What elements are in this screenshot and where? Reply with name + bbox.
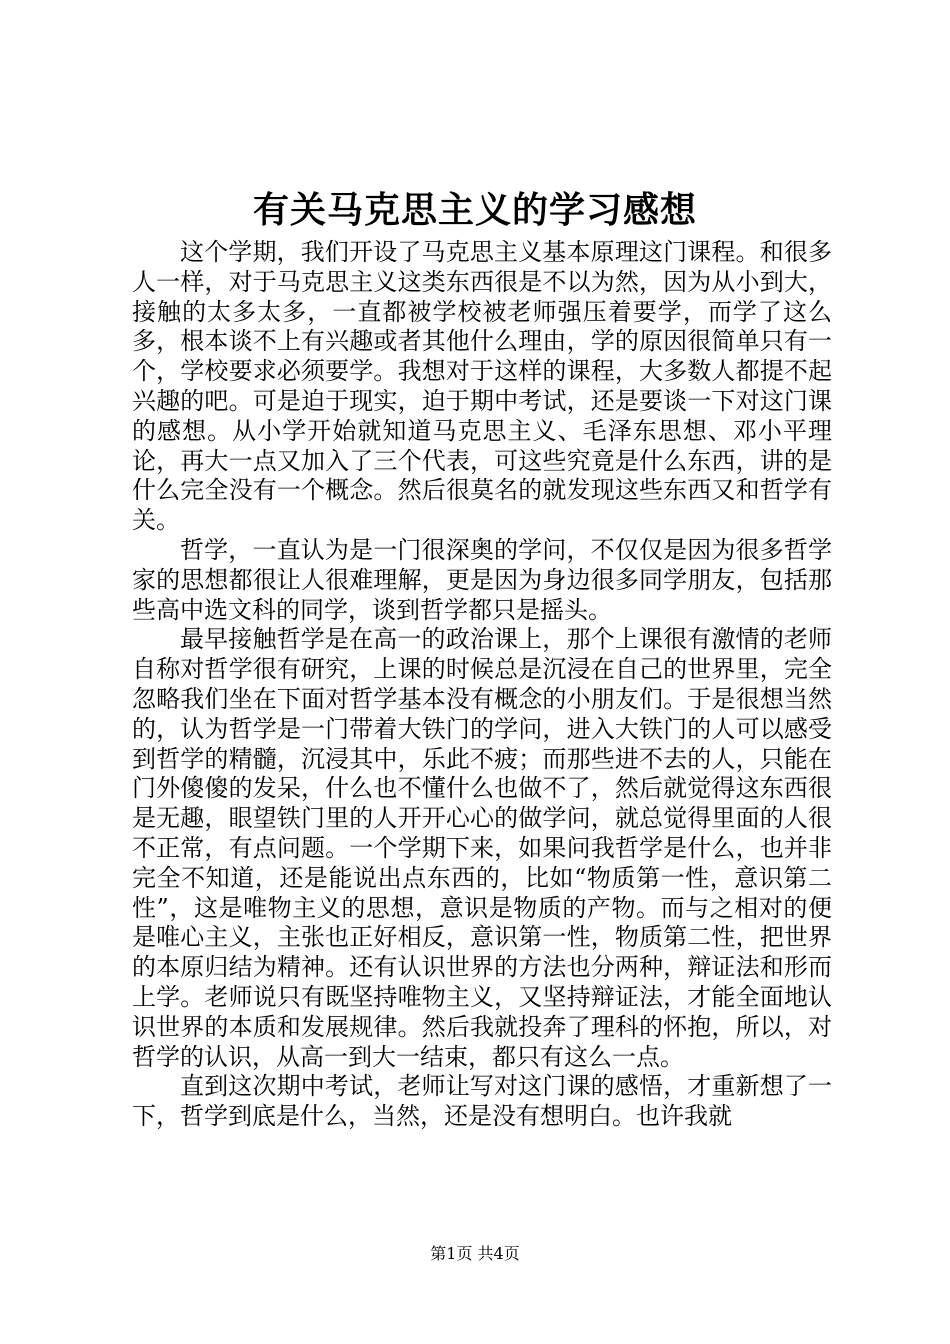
document-title: 有关马克思主义的学习感想 [252,189,697,231]
paragraph-2: 哲学，一直认为是一门很深奥的学问，不仅仅是因为很多哲学家的思想都很让人很难理解，更是因为身边很多同学朋友，包括那些高中选文科的同学，谈到哲学都只是摇头。 [132,535,832,624]
document-body [132,238,832,1132]
paragraph-3: 最早接触哲学是在高一的政治课上，那个上课很有激情的老师自称对哲学很有研究，上课的时候总是沉浸在自己的世界里，完全忽略我们坐在下面对哲学基本没有概念的小朋友们。于是很想当然的，认为哲学是一门带着大铁门的学问，进入大铁门的人可以感受到哲学的精髓，沉浸其中，乐此不疲；而那些进不去的人，只能在门外傻傻的发呆，什么也不懂什么也做不了，然后就觉得这东西很是无趣，眼望铁门里的人开开心心的做学问，就总觉得里面的人很不正常，有点问题。一个学期下来，如果问我哲学是什么，也并非完全不知道，还是能说出点东西的，比如“物质第一性，意识第二性”，这是唯物主义的思想，意识是物质的产物。而与之相对的便是唯心主义，主张也正好相反，意识第一性，物质第二性，把世界的本原归结为精神。还有认识世界的方法也分两种，辩证法和形而上学。老师说只有既坚持唯物主义，又坚持辩证法，才能全面地认识世界的本质和发展规律。然后我就投奔了理科的怀抱，所以，对哲学的认识，从高一到大一结束，都只有这么一点。 [132,625,832,1071]
paragraph-4: 直到这次期中考试，老师让写对这门课的感悟，才重新想了一下，哲学到底是什么，当然，还是没有想明白。也许我就 [132,1072,832,1131]
page-footer: 第1页 共4页 [430,1244,520,1263]
paragraph-1: 这个学期，我们开设了马克思主义基本原理这门课程。和很多人一样，对于马克思主义这类东西很是不以为然，因为从小到大，接触的太多太多，一直都被学校被老师强压着要学，而学了这么多，根本谈不上有兴趣或者其他什么理由，学的原因很简单只有一个，学校要求必须要学。我想对于这样的课程，大多数人都提不起兴趣的吧。可是迫于现实，迫于期中考试，还是要谈一下对这门课的感想。从小学开始就知道马克思主义、毛泽东思想、邓小平理论，再大一点又加入了三个代表，可这些究竟是什么东西，讲的是什么完全没有一个概念。然后很莫名的就发现这些东西又和哲学有关。 [132,238,832,535]
